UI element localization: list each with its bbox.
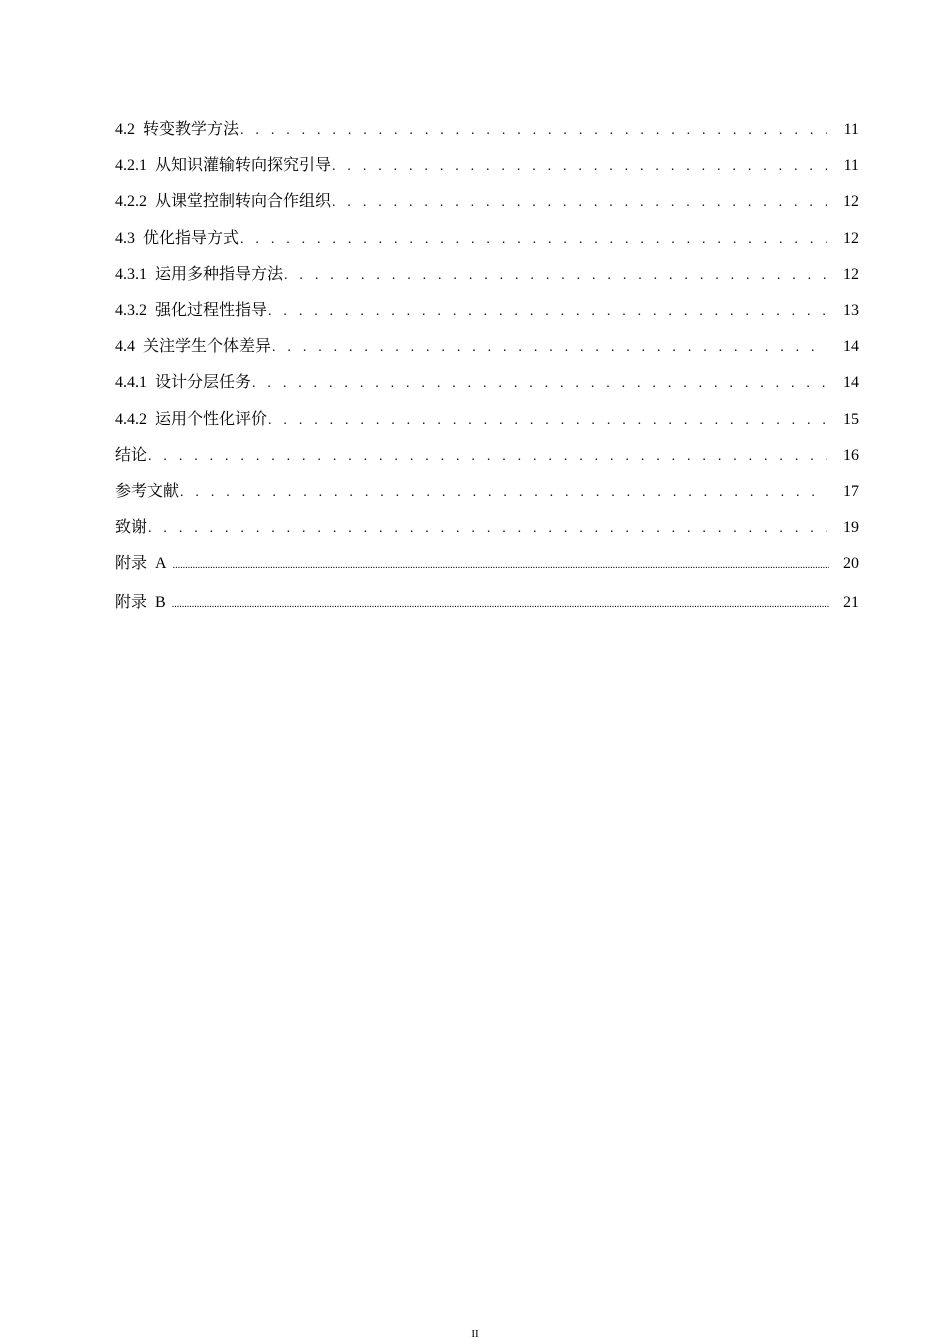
toc-entry-page: 19 [843,519,859,537]
page-number: II [471,1328,479,1340]
toc-dot-leader [148,511,827,547]
toc-dot-leader [148,439,827,475]
toc-entry-title: 4.3.2 强化过程性指导 [115,301,268,319]
toc-entry[interactable] [115,402,859,438]
toc-entry-page: 12 [843,229,859,247]
toc-entry-title: 参考文献 [115,482,180,500]
toc-entry-title: 4.2.1 从知识灌输转向探究引导 [115,157,332,175]
toc-dot-leader [332,149,827,185]
toc-entry-page: 12 [843,193,859,211]
toc-entry[interactable] [115,257,859,293]
toc-dot-leader [284,258,827,294]
toc-dot-leader [240,222,827,258]
toc-entry-page: 15 [843,410,859,428]
toc-entry-appendix[interactable] [115,585,859,624]
toc-entry-title: 致谢 [115,519,148,537]
toc-entry-page: 20 [843,555,859,573]
toc-dot-leader [240,113,827,149]
toc-entry-title: 4.3 优化指导方式 [115,229,240,247]
toc-entry-page: 14 [843,374,859,392]
toc-dot-leader [268,294,827,330]
toc-entry[interactable] [115,510,859,546]
toc-entry-title: 附录 A [115,555,167,573]
toc-entry-page: 11 [843,121,859,138]
toc-entry-title: 4.4 关注学生个体差异 [115,338,272,356]
toc-entry-page: 21 [843,594,859,612]
toc-entry[interactable] [115,365,859,401]
toc-entry-title: 4.4.2 运用个性化评价 [115,410,268,428]
toc-entry[interactable] [115,112,859,148]
toc-entry-page: 16 [843,446,859,464]
toc-dot-leader [332,185,827,221]
toc-entry-title: 结论 [115,446,148,464]
toc-entry-title: 4.2.2 从课堂控制转向合作组织 [115,193,332,211]
toc-dot-leader [252,366,827,402]
toc-entry-page: 12 [843,265,859,283]
toc-dot-leader [173,548,829,584]
toc-entry[interactable] [115,293,859,329]
toc-entry-title: 附录 B [115,594,166,612]
toc-dot-leader [172,587,829,623]
toc-entry[interactable] [115,221,859,257]
toc-entry-page: 14 [843,338,859,356]
toc-entry[interactable] [115,148,859,184]
toc-entry-page: 13 [843,301,859,319]
toc-dot-leader [272,330,827,366]
toc-entry[interactable] [115,184,859,220]
toc-entry-page: 11 [843,157,859,175]
toc-entry-title: 4.2 转变教学方法 [115,121,240,138]
toc-dot-leader [268,403,827,439]
toc-entry-page: 17 [843,482,859,500]
toc-dot-leader [180,475,827,511]
toc-entry[interactable] [115,474,859,510]
toc-entry-appendix[interactable] [115,546,859,585]
toc-entry[interactable] [115,329,859,365]
table-of-contents [115,112,859,624]
toc-entry-title: 4.4.1 设计分层任务 [115,374,252,392]
toc-entry[interactable] [115,438,859,474]
toc-entry-title: 4.3.1 运用多种指导方法 [115,265,284,283]
